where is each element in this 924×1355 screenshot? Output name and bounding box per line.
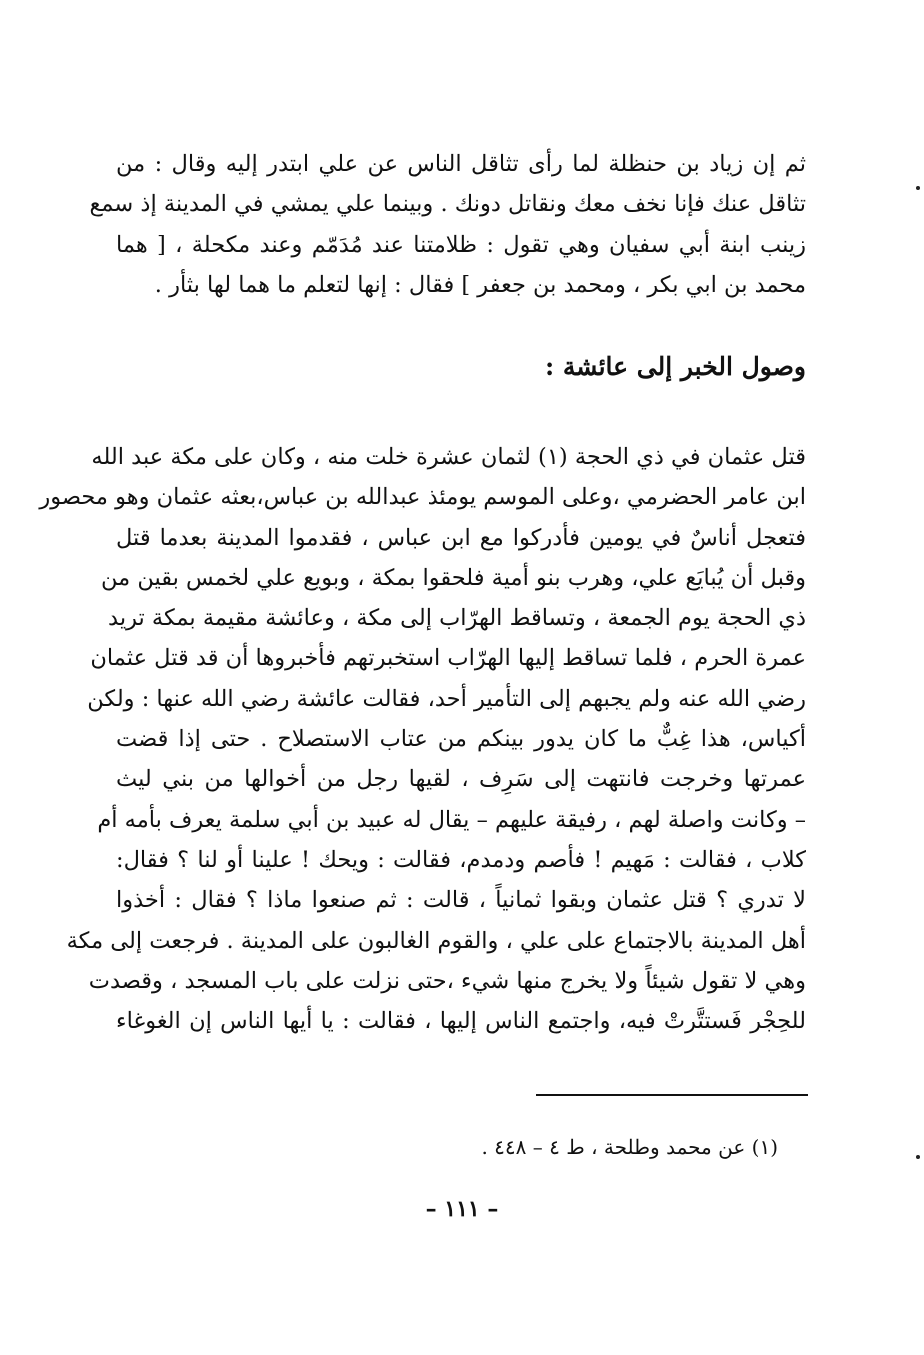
footnote-divider [536, 1094, 808, 1096]
text-line: ثم إن زياد بن حنظلة لما رأى تثاقل الناس عن علي ابتدر إليه وقال : من [116, 151, 806, 177]
text-line: وهي لا تقول شيئاً ولا يخرج منها شيء ،حتى نزلت على باب المسجد ، وقصدت [88, 967, 806, 994]
text-line: للحِجْر فَستتَّرتْ فيه، واجتمع الناس إليها ، فقالت : يا أيها الناس إن الغوغاء [116, 1008, 806, 1035]
page-number: – ١١١ – [425, 1196, 499, 1222]
text-line: عمرتها وخرجت فانتهت إلى سَرِف ، لقيها رجل من أخوالها من بني ليث [116, 766, 806, 793]
text-line: أكياس، هذا غِبٌّ ما كان يدور بينكم من عتاب الاستصلاح . حتى إذا قضت [116, 726, 806, 753]
text-line: زينب ابنة أبي سفيان وهي تقول : ظلامتنا عند مُدَمّم وعند مكحلة ، [ هما [116, 231, 806, 258]
section-heading: وصول الخبر إلى عائشة : [544, 352, 806, 381]
text-line: ابن عامر الحضرمي ،وعلى الموسم يومئذ عبدالله بن عباس،بعثه عثمان وهو محصور [39, 484, 806, 511]
text-line: محمد بن ابي بكر ، ومحمد بن جعفر ] فقال : إنها لتعلم ما هما لها بثأر . [154, 271, 806, 298]
text-line: أهل المدينة بالاجتماع على علي ، والقوم الغالبون على المدينة . فرجعت إلى مكة [66, 927, 806, 954]
intro-paragraph [89, 144, 806, 305]
text-line: تثاقل عنك فإنا نخف معك ونقاتل دونك . وبينما علي يمشي في المدينة إذ سمع [89, 191, 806, 218]
text-line: كلاب ، فقالت : مَهيم ! فأصم ودمدم، فقالت : ويحك ! علينا أو لنا ؟ فقال: [116, 846, 806, 873]
text-line: فتعجل أناسٌ في يومين فأدركوا مع ابن عباس ، فقدموا المدينة بعدما قتل [116, 524, 806, 551]
text-line: ذي الحجة يوم الجمعة ، وتساقط الهرّاب إلى مكة ، وعائشة مقيمة بمكة تريد [108, 605, 806, 632]
text-line: – وكانت واصلة لهم ، رفيقة عليهم – يقال له عبيد بن أبي سلمة يعرف بأمه أم [97, 806, 806, 833]
scan-speck [916, 1155, 920, 1159]
main-paragraph [39, 437, 806, 1041]
text-line: لا تدري ؟ قتل عثمان وبقوا ثمانياً ، قالت : ثم صنعوا ماذا ؟ فقال : أخذوا [116, 887, 806, 914]
scan-speck [916, 186, 920, 190]
text-line: عمرة الحرم ، فلما تساقط إليها الهرّاب استخبرتهم فأخبروها أن قد قتل عثمان [90, 645, 806, 672]
text-line: قتل عثمان في ذي الحجة (١) لثمان عشرة خلت منه ، وكان على مكة عبد الله [91, 444, 806, 470]
footnote: (١) عن محمد وطلحة ، ط ٤ – ٤٤٨ . [481, 1135, 778, 1159]
text-line: وقبل أن يُبايَع علي، وهرب بنو أمية فلحقوا بمكة ، وبويع علي لخمس بقين من [101, 564, 806, 591]
text-line: رضي الله عنه ولم يجبهم إلى التأمير أحد، فقالت عائشة رضي الله عنها : ولكن [87, 685, 806, 712]
